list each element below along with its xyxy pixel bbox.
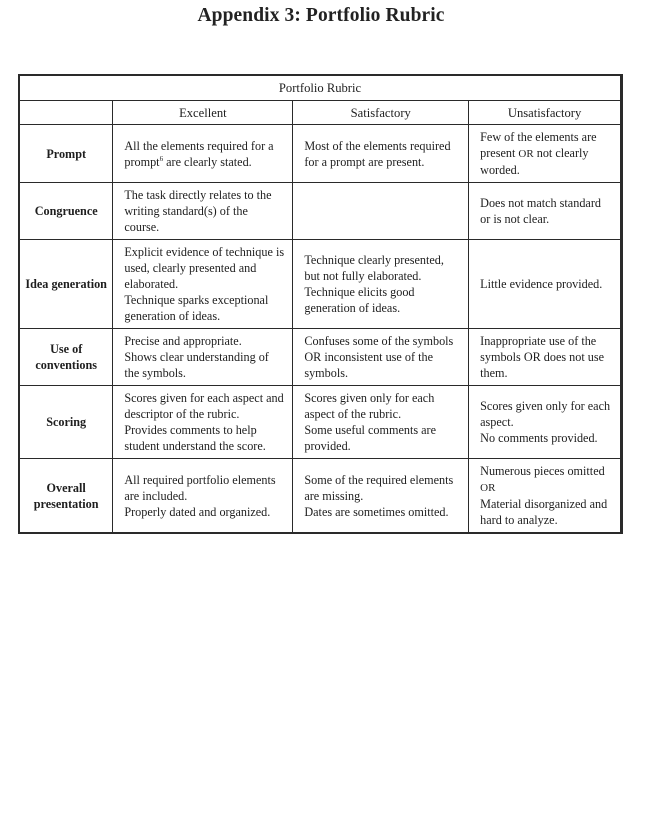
cell-text: are clearly stated. bbox=[163, 154, 252, 169]
page-title: Appendix 3: Portfolio Rubric bbox=[197, 5, 445, 26]
cell-line: Technique sparks exceptional generation of ideas. bbox=[124, 293, 269, 323]
or-smallcaps: OR bbox=[480, 482, 496, 494]
footnote-marker: 6 bbox=[159, 154, 164, 163]
cell-idea-unsatisfactory bbox=[469, 240, 622, 329]
cell-scoring-excellent bbox=[113, 386, 293, 459]
cell-text: not clearly worded. bbox=[480, 146, 589, 177]
cell-line: Some useful comments are provided. bbox=[304, 423, 437, 453]
cell-line: Provides comments to help student understand the score. bbox=[124, 423, 266, 453]
cell-line: Little evidence provided. bbox=[480, 277, 603, 291]
cell-text: All the elements required for a prompt bbox=[124, 138, 274, 169]
cell-overall-unsatisfactory bbox=[469, 459, 622, 534]
header-satisfactory: Satisfactory bbox=[293, 101, 469, 125]
cell-line: Confuses some of the symbols OR inconsistent use of the symbols. bbox=[304, 334, 454, 380]
cell-line: All required portfolio elements are included. bbox=[124, 472, 276, 503]
table-row bbox=[19, 459, 622, 534]
cell-text: Most of the elements required for a prompt are present. bbox=[304, 138, 451, 169]
cell-text: The task directly relates to the writing standard(s) of the course. bbox=[124, 188, 272, 234]
cell-prompt-satisfactory bbox=[293, 125, 469, 183]
table-row bbox=[19, 329, 622, 386]
cell-text: Does not match standard or is not clear. bbox=[480, 196, 601, 226]
cell-conventions-unsatisfactory bbox=[469, 329, 622, 386]
cell-line: Precise and appropriate. bbox=[124, 334, 242, 348]
portfolio-rubric-table bbox=[18, 74, 623, 534]
row-label-scoring: Scoring bbox=[19, 386, 113, 459]
cell-text: Few of the elements are present bbox=[480, 130, 597, 160]
or-smallcaps: OR bbox=[518, 148, 534, 160]
cell-congruence-excellent bbox=[113, 183, 293, 240]
row-label-use-of-conventions: Use of conventions bbox=[19, 329, 113, 386]
cell-line: Scores given only for each aspect of the rubric. bbox=[304, 391, 435, 421]
row-label-prompt: Prompt bbox=[19, 125, 113, 183]
cell-overall-satisfactory bbox=[293, 459, 469, 534]
cell-line: Explicit evidence of technique is used, clearly presented and elaborated. bbox=[124, 245, 285, 291]
cell-prompt-unsatisfactory bbox=[469, 125, 622, 183]
cell-idea-excellent bbox=[113, 240, 293, 329]
cell-line: Technique clearly presented, but not fully elaborated. bbox=[304, 253, 444, 283]
table-row bbox=[19, 183, 622, 240]
cell-idea-satisfactory bbox=[293, 240, 469, 329]
table-row bbox=[19, 386, 622, 459]
table-row bbox=[19, 125, 622, 183]
cell-line: Material disorganized and hard to analyze. bbox=[480, 497, 608, 527]
cell-conventions-excellent bbox=[113, 329, 293, 386]
cell-text: Numerous pieces omitted bbox=[480, 464, 605, 478]
cell-line: Scores given only for each aspect. bbox=[480, 399, 611, 429]
cell-line: Shows clear understanding of the symbols. bbox=[124, 350, 269, 380]
cell-prompt-excellent bbox=[113, 125, 293, 183]
row-label-overall-presentation: Overall presentation bbox=[19, 459, 113, 534]
header-blank bbox=[19, 101, 113, 125]
table-header-row bbox=[19, 101, 622, 125]
cell-conventions-satisfactory bbox=[293, 329, 469, 386]
cell-congruence-satisfactory bbox=[293, 183, 469, 240]
cell-line: No comments provided. bbox=[480, 431, 598, 445]
cell-line: Some of the required elements are missing. bbox=[304, 472, 454, 503]
cell-scoring-unsatisfactory bbox=[469, 386, 622, 459]
cell-line: Properly dated and organized. bbox=[124, 504, 271, 519]
cell-line: Technique elicits good generation of ideas. bbox=[304, 285, 415, 315]
cell-line: Scores given for each aspect and descriptor of the rubric. bbox=[124, 391, 284, 421]
cell-overall-excellent bbox=[113, 459, 293, 534]
table-caption-row bbox=[19, 75, 622, 101]
cell-line: Inappropriate use of the symbols OR does not use them. bbox=[480, 334, 605, 380]
table-row bbox=[19, 240, 622, 329]
row-label-congruence: Congruence bbox=[19, 183, 113, 240]
cell-line: Dates are sometimes omitted. bbox=[304, 504, 449, 519]
cell-congruence-unsatisfactory bbox=[469, 183, 622, 240]
cell-scoring-satisfactory bbox=[293, 386, 469, 459]
row-label-idea-generation: Idea generation bbox=[19, 240, 113, 329]
header-excellent: Excellent bbox=[113, 101, 293, 125]
table-caption: Portfolio Rubric bbox=[19, 75, 622, 101]
header-unsatisfactory: Unsatisfactory bbox=[469, 101, 622, 125]
